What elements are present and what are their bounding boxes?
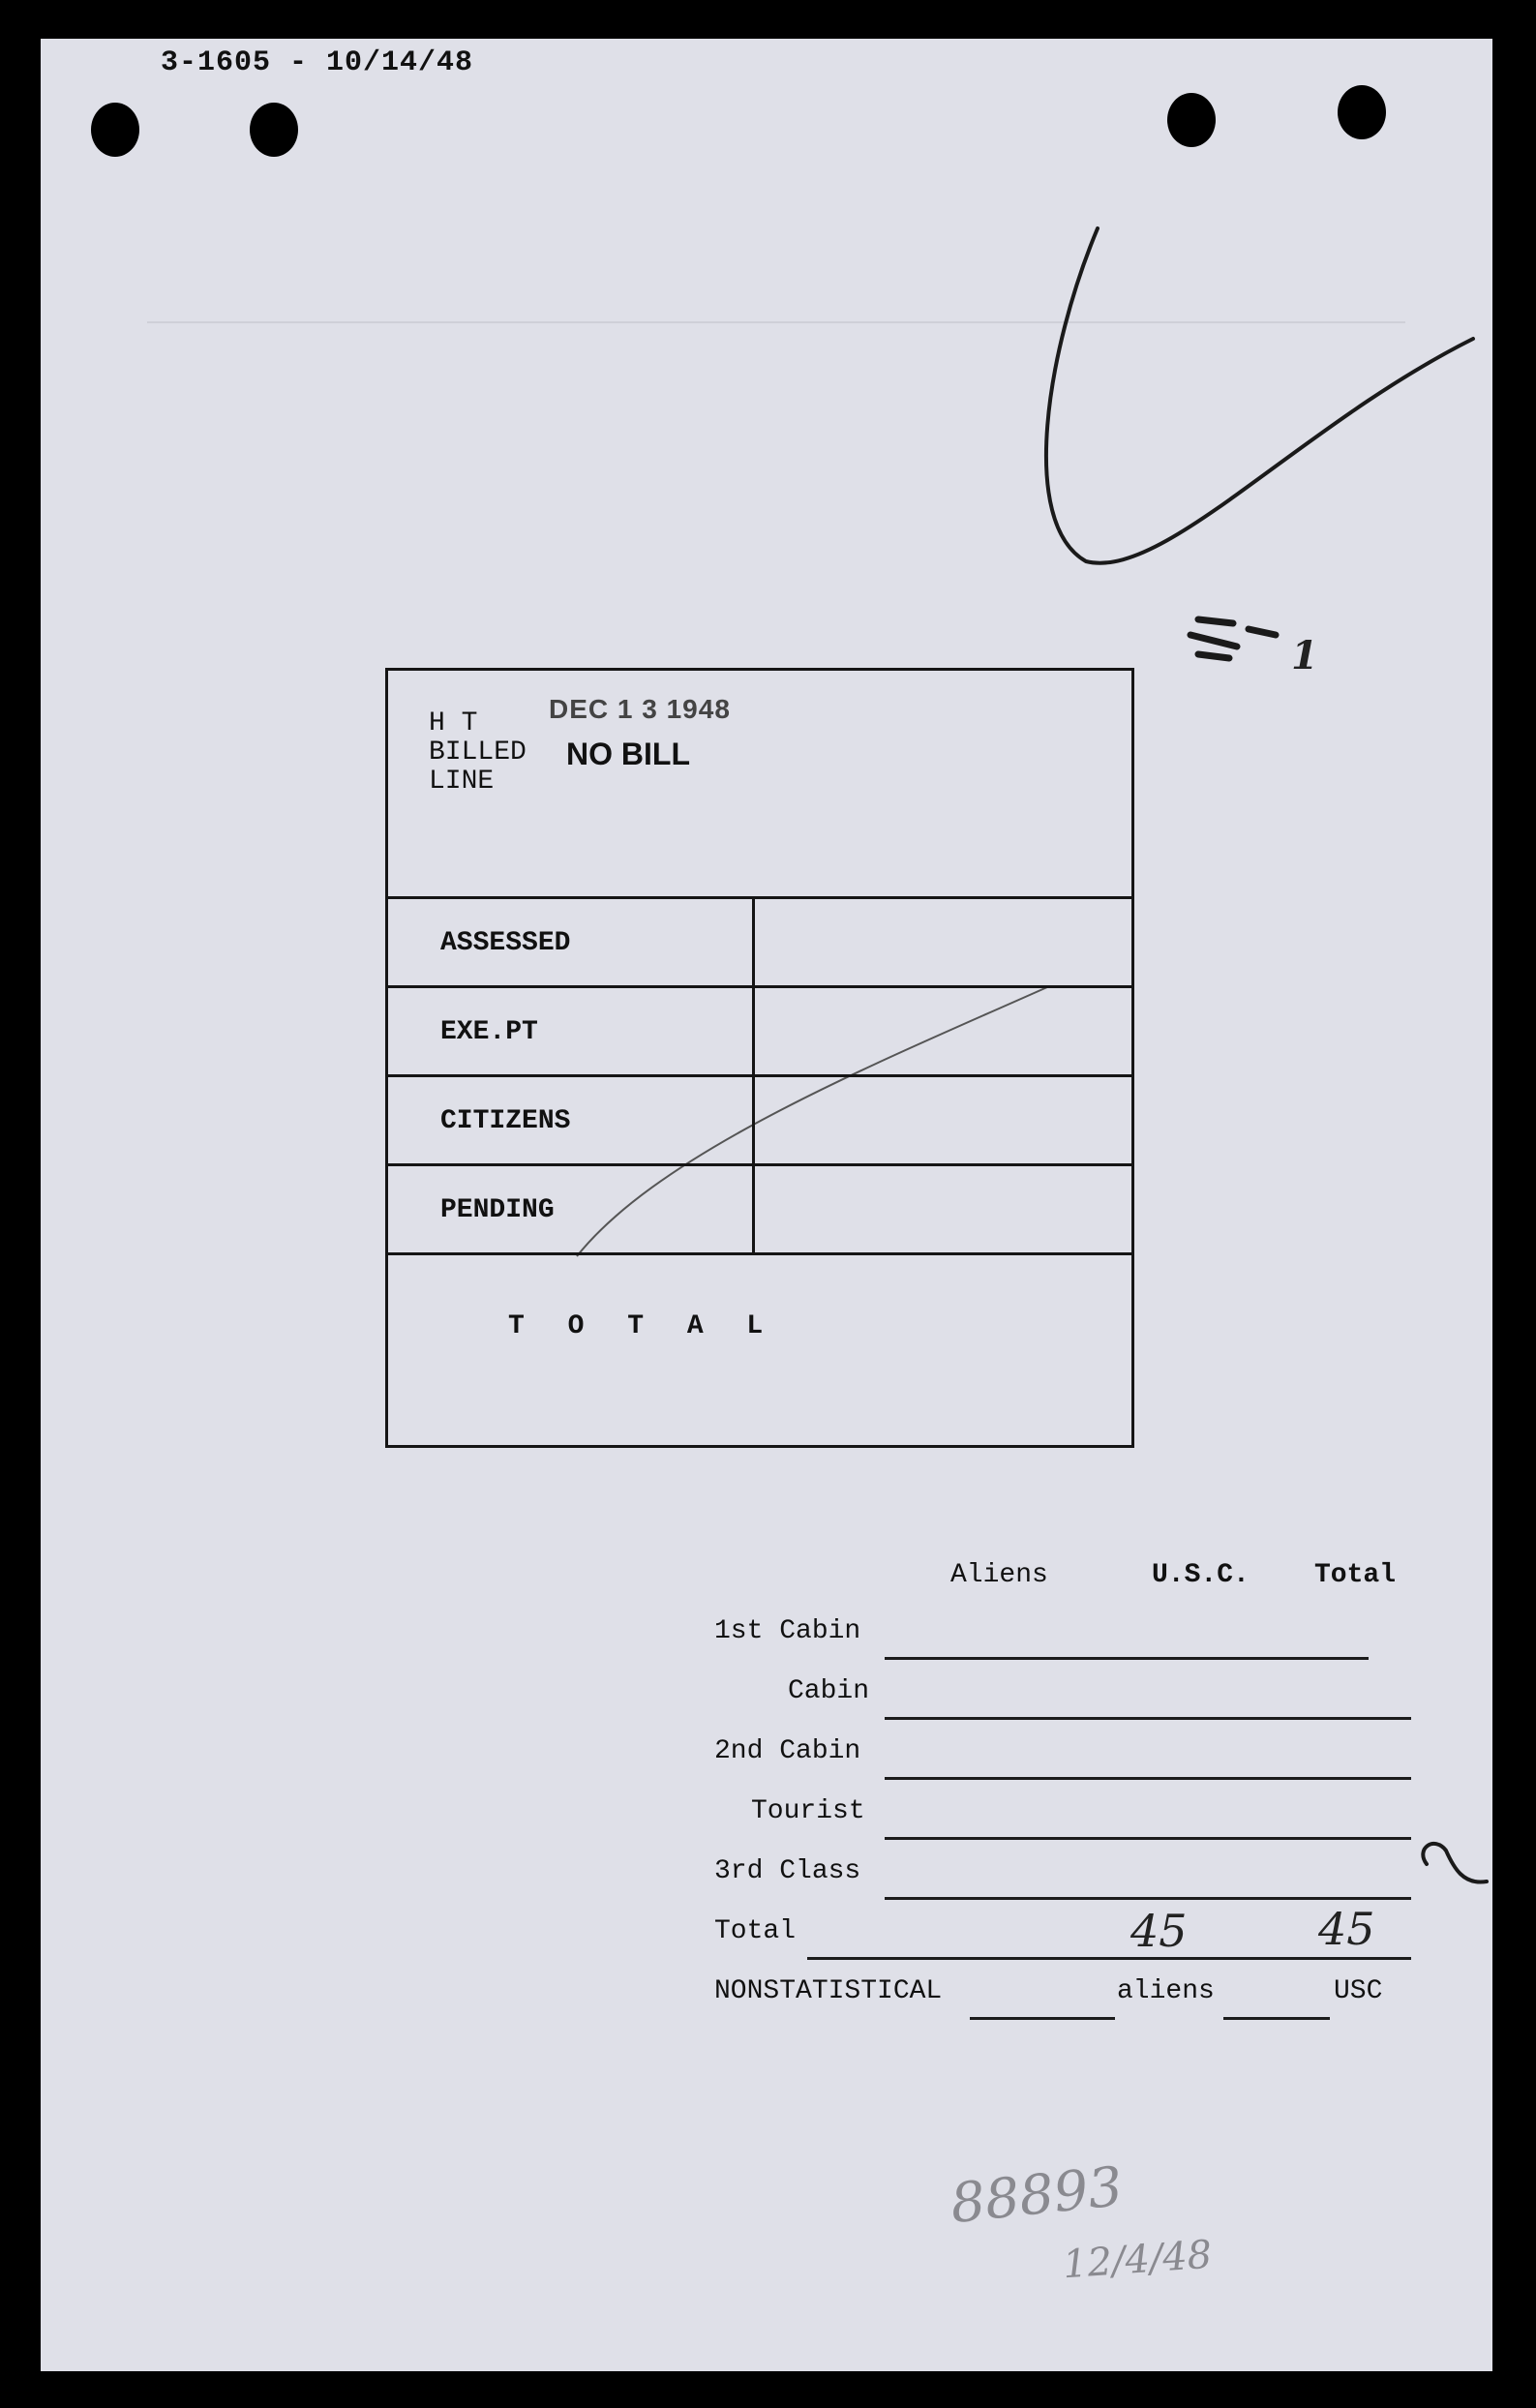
class-label-total: Total <box>714 1916 797 1946</box>
column-header-usc: U.S.C. <box>1152 1560 1250 1590</box>
no-bill-stamp: NO BILL <box>566 737 690 771</box>
row-label: PENDING <box>440 1195 555 1225</box>
column-header-total: Total <box>1314 1560 1397 1590</box>
entry-line <box>885 1897 1411 1900</box>
label-billed: BILLED <box>429 737 527 768</box>
row-label: EXE.PT <box>440 1017 538 1047</box>
nonstatistical-aliens-label: aliens <box>1117 1976 1215 2006</box>
nonstatistical-label: NONSTATISTICAL <box>714 1976 943 2006</box>
total-label: T O T A L <box>508 1311 777 1341</box>
passenger-class-table <box>41 39 1492 2371</box>
total-total-value: 45 <box>1318 1903 1375 1955</box>
document-page <box>41 39 1492 2371</box>
pencil-note-date: 12/4/48 <box>1061 2232 1214 2288</box>
total-aliens-value: 45 <box>1130 1905 1188 1957</box>
margin-mark: 1 <box>1291 633 1318 678</box>
label-ht: H T <box>429 708 478 738</box>
row-label: CITIZENS <box>440 1106 571 1136</box>
entry-line <box>885 1777 1411 1780</box>
class-label-2nd-cabin: 2nd Cabin <box>714 1736 861 1766</box>
entry-line <box>885 1837 1411 1840</box>
entry-line <box>885 1717 1411 1720</box>
document-reference: 3-1605 - 10/14/48 <box>161 46 474 79</box>
entry-line <box>885 1657 1369 1660</box>
nonstatistical-usc-label: USC <box>1334 1976 1383 2006</box>
label-line: LINE <box>429 767 495 797</box>
class-label-3rd-class: 3rd Class <box>714 1856 861 1886</box>
column-header-aliens: Aliens <box>950 1560 1048 1590</box>
pencil-note-number: 88893 <box>948 2154 1127 2237</box>
class-label-cabin: Cabin <box>788 1676 870 1706</box>
class-label-tourist: Tourist <box>751 1796 865 1826</box>
entry-line <box>970 2017 1115 2020</box>
entry-line <box>1223 2017 1330 2020</box>
class-label-1st-cabin: 1st Cabin <box>714 1616 861 1646</box>
row-label: ASSESSED <box>440 928 571 958</box>
date-stamp: DEC 1 3 1948 <box>549 694 731 724</box>
entry-line <box>807 1957 1411 1960</box>
